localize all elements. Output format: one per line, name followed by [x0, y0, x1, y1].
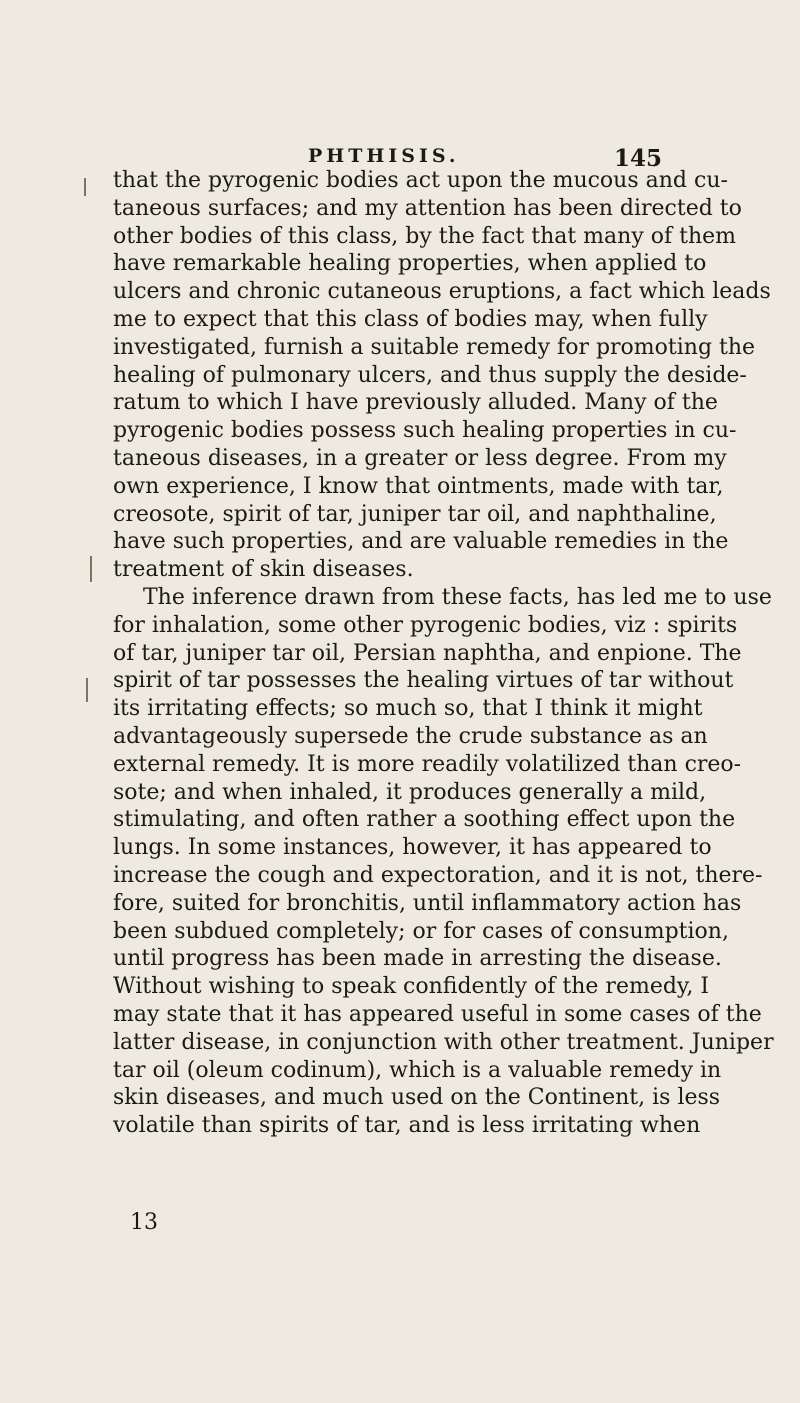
text-line: have such properties, and are valuable remedies in the [113, 529, 729, 555]
text-line: other bodies of this class, by the fact that many of them [113, 223, 737, 249]
running-title: PHTHISIS. [308, 145, 460, 167]
text-line: advantageously supersede the crude substance as an [113, 723, 708, 749]
text-line: latter disease, in conjunction with other treatment. Juniper [113, 1029, 774, 1055]
text-line: creosote, spirit of tar, juniper tar oil, and naphthaline, [113, 501, 717, 527]
signature-mark: 13 [130, 1210, 158, 1235]
text-line: may state that it has appeared useful in some cases of the [113, 1001, 762, 1027]
text-line: ulcers and chronic cutaneous eruptions, a fact which leads [113, 279, 771, 305]
text-line: that the pyrogenic bodies act upon the mucous and cu- [113, 168, 728, 193]
text-line: pyrogenic bodies possess such healing properties in cu- [113, 418, 737, 444]
text-line: treatment of skin diseases. [113, 557, 414, 583]
text-line: lungs. In some instances, however, it has appeared to [113, 835, 712, 861]
text-line: stimulating, and often rather a soothing effect upon the [113, 807, 736, 833]
text-line: taneous surfaces; and my attention has been directed to [113, 195, 742, 221]
text-line: investigated, furnish a suitable remedy for promoting the [113, 334, 756, 360]
text-line: Without wishing to speak confidently of the remedy, I [113, 974, 710, 1000]
text-line: fore, suited for bronchitis, until inflammatory action has [113, 890, 742, 916]
text-line: spirit of tar possesses the healing virtues of tar without [113, 668, 734, 694]
text-line: healing of pulmonary ulcers, and thus supply the deside- [113, 362, 747, 388]
text-line: ratum to which I have previously alluded. Many of the [113, 390, 718, 416]
text-line: its irritating effects; so much so, that I think it might [113, 696, 703, 722]
text-line: of tar, juniper tar oil, Persian naphtha, and enpione. The [113, 640, 742, 666]
margin-mark [84, 178, 86, 196]
page-number: 145 [614, 145, 663, 172]
text-line: taneous diseases, in a greater or less degree. From my [113, 445, 727, 471]
margin-mark [86, 678, 88, 702]
text-line: The inference drawn from these facts, has led me to use [143, 584, 772, 610]
margin-mark [90, 556, 92, 582]
text-line: skin diseases, and much used on the Continent, is less [113, 1085, 721, 1111]
body-text [113, 167, 774, 1140]
text-line: increase the cough and expectoration, and it is not, there- [113, 862, 763, 888]
text-line: volatile than spirits of tar, and is less irritating when [113, 1113, 701, 1139]
text-line: sote; and when inhaled, it produces generally a mild, [113, 779, 707, 805]
text-line: been subdued completely; or for cases of consumption, [113, 918, 729, 944]
text-line: for inhalation, some other pyrogenic bodies, viz : spirits [113, 612, 738, 638]
text-line: tar oil (oleum codinum), which is a valuable remedy in [113, 1057, 722, 1083]
text-line: until progress has been made in arresting the disease. [113, 946, 722, 972]
text-line: have remarkable healing properties, when applied to [113, 251, 707, 277]
text-line: own experience, I know that ointments, made with tar, [113, 473, 724, 499]
text-line: external remedy. It is more readily volatilized than creo- [113, 751, 742, 777]
text-line: me to expect that this class of bodies may, when fully [113, 306, 708, 332]
